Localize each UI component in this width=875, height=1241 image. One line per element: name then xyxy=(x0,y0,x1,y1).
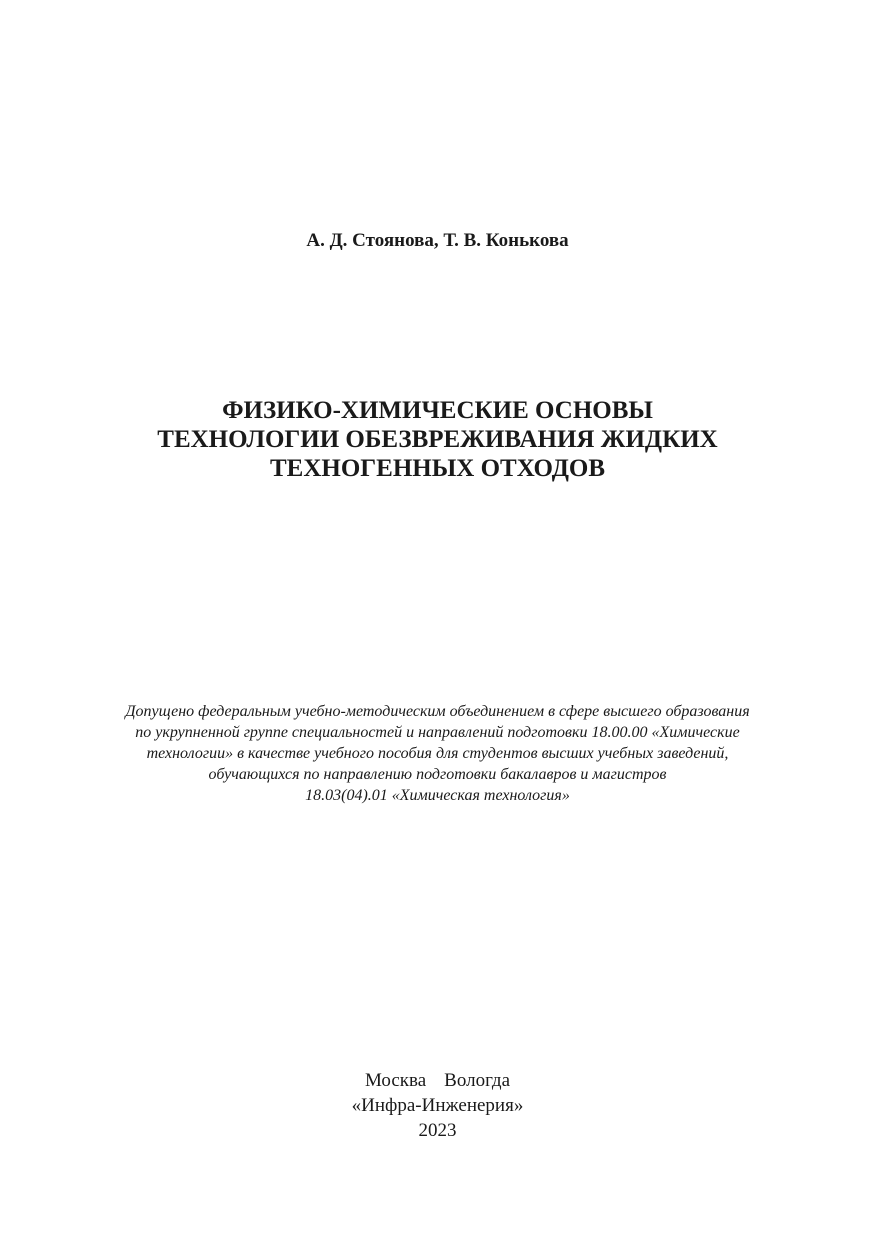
title-line: ТЕХНОЛОГИИ ОБЕЗВРЕЖИВАНИЯ ЖИДКИХ xyxy=(157,426,718,453)
authors: А. Д. Стоянова, Т. В. Конькова xyxy=(306,230,569,251)
city: Вологда xyxy=(444,1070,511,1091)
title-line: ФИЗИКО-ХИМИЧЕСКИЕ ОСНОВЫ xyxy=(222,397,653,424)
approval-line: обучающихся по направлению подготовки бакалавров и магистров xyxy=(208,766,667,783)
publication-cities xyxy=(0,1068,875,1093)
approval-line: технологии» в качестве учебного пособия для студентов высших учебных заведений, xyxy=(146,745,729,762)
title-line: ТЕХНОГЕННЫХ ОТХОДОВ xyxy=(269,455,606,482)
approval-statement xyxy=(0,701,875,806)
book-title xyxy=(0,396,875,483)
city: Москва xyxy=(364,1070,427,1091)
approval-line: 18.03(04).01 «Химическая технология» xyxy=(305,787,570,804)
approval-line: по укрупненной группе специальностей и направлений подготовки 18.00.00 «Химические xyxy=(135,724,740,741)
publisher: «Инфра-Инженерия» xyxy=(351,1095,524,1116)
approval-line: Допущено федеральным учебно-методическим объединением в сфере высшего образования xyxy=(125,703,750,720)
imprint xyxy=(0,1068,875,1143)
publication-year: 2023 xyxy=(418,1120,457,1141)
